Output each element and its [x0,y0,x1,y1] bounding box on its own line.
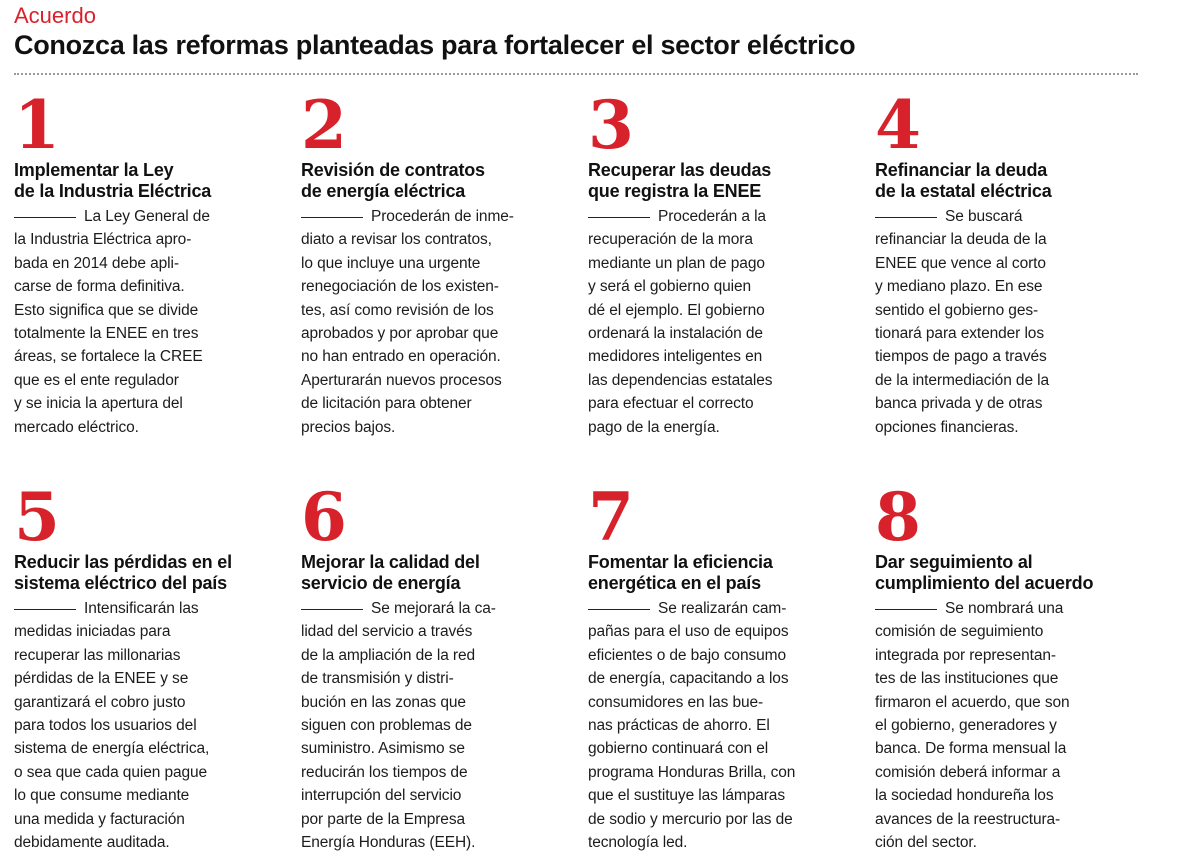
reform-body-text: Intensificarán las medidas iniciadas para recuperar las millonarias pérdidas de la ENEE y se garantizará el cobro justo para todos los usuarios del sistema de energía eléctrica, o sea que cada quien pague lo que consume mediante una medida y facturación debidamente auditada. [14,600,210,852]
reform-body [875,597,1147,854]
reform-title: Refinanciar la deuda de la estatal eléctrica [875,160,1052,201]
reform-title: Reducir las pérdidas en el sistema eléctrico del país [14,552,232,593]
lead-line [875,216,937,218]
lead-line [14,608,76,610]
reform-body-text: Se nombrará una comisión de seguimiento integrada por representan- tes de las instituciones que firmaron el acuerdo, que son el gobierno, generadores y banca. De forma mensual la comisión deberá informar a la sociedad hondureña los avances de la reestructura- ción del sector. [875,600,1070,852]
reform-body [14,205,286,439]
reform-number: 1 [14,86,60,164]
reform-body [588,205,860,439]
reform-title: Mejorar la calidad del servicio de energía [301,552,480,593]
lead-line [14,216,76,218]
reform-body-text: Se mejorará la ca- lidad del servicio a través de la ampliación de la red de transmisión y distri- bución en las zonas que siguen con problemas de suministro. Asimismo se reducirán los tiempos de interrupción del servicio por parte de la Empresa Energía Honduras (EEH). [301,600,496,852]
reform-title: Implementar la Ley de la Industria Eléctrica [14,160,212,201]
reform-body-text: Procederán a la recuperación de la mora mediante un plan de pago y será el gobierno quien dé el ejemplo. El gobierno ordenará la instalación de medidores inteligentes en las dependencias estatales para efectuar el correcto pago de la energía. [588,208,773,436]
reform-title: Dar seguimiento al cumplimiento del acuerdo [875,552,1094,593]
reform-grid [14,86,1184,857]
reform-title: Revisión de contratos de energía eléctrica [301,160,485,201]
reform-card-8 [875,478,1147,854]
reform-body-text: La Ley General de la Industria Eléctrica apro- bada en 2014 debe apli- carse de forma definitiva. Esto significa que se divide totalmente la ENEE en tres áreas, se fortalece la CREE que es el ente regulador y se inicia la apertura del mercado eléctrico. [14,208,210,436]
reform-number: 3 [588,86,634,164]
reform-card-6 [301,478,573,854]
reform-title: Fomentar la eficiencia energética en el país [588,552,773,593]
reform-number: 8 [875,478,921,556]
lead-line [588,216,650,218]
reform-body [301,597,573,854]
reform-card-7 [588,478,860,854]
lead-line [301,608,363,610]
reform-body-text: Se buscará refinanciar la deuda de la ENEE que vence al corto y mediano plazo. En ese sentido el gobierno ges- tionará para extender los tiempos de pago a través de la intermediación de la banca privada y de otras opciones financieras. [875,208,1050,436]
reform-card-2 [301,86,573,439]
reform-number: 6 [301,478,347,556]
dotted-divider [14,73,1138,75]
reform-body-text: Procederán de inme- diato a revisar los contratos, lo que incluye una urgente renegociación de los existen- tes, así como revisión de los aprobados y por aprobar que no han entrado en operación. Aperturarán nuevos procesos de licitación para obtener precios bajos. [301,208,514,436]
lead-line [875,608,937,610]
reform-number: 4 [875,86,921,164]
reform-card-1 [14,86,286,439]
page-title: Conozca las reformas planteadas para fortalecer el sector eléctrico [14,30,856,60]
lead-line [588,608,650,610]
reform-number: 5 [14,478,60,556]
reform-number: 2 [301,86,347,164]
reform-number: 7 [588,478,634,556]
reform-body [301,205,573,439]
reform-card-4 [875,86,1147,439]
reform-body [588,597,860,854]
reform-body [14,597,286,854]
reform-card-5 [14,478,286,854]
section-label: Acuerdo [14,3,96,28]
reform-body [875,205,1147,439]
reform-title: Recuperar las deudas que registra la ENEE [588,160,772,201]
reform-body-text: Se realizarán cam- pañas para el uso de equipos eficientes o de bajo consumo de energía, capacitando a los consumidores en las bue- nas prácticas de ahorro. El gobierno continuará con el programa Honduras Brilla, con que el sustituye las lámparas de sodio y mercurio por las de tecnología led. [588,600,796,852]
lead-line [301,216,363,218]
reform-card-3 [588,86,860,439]
